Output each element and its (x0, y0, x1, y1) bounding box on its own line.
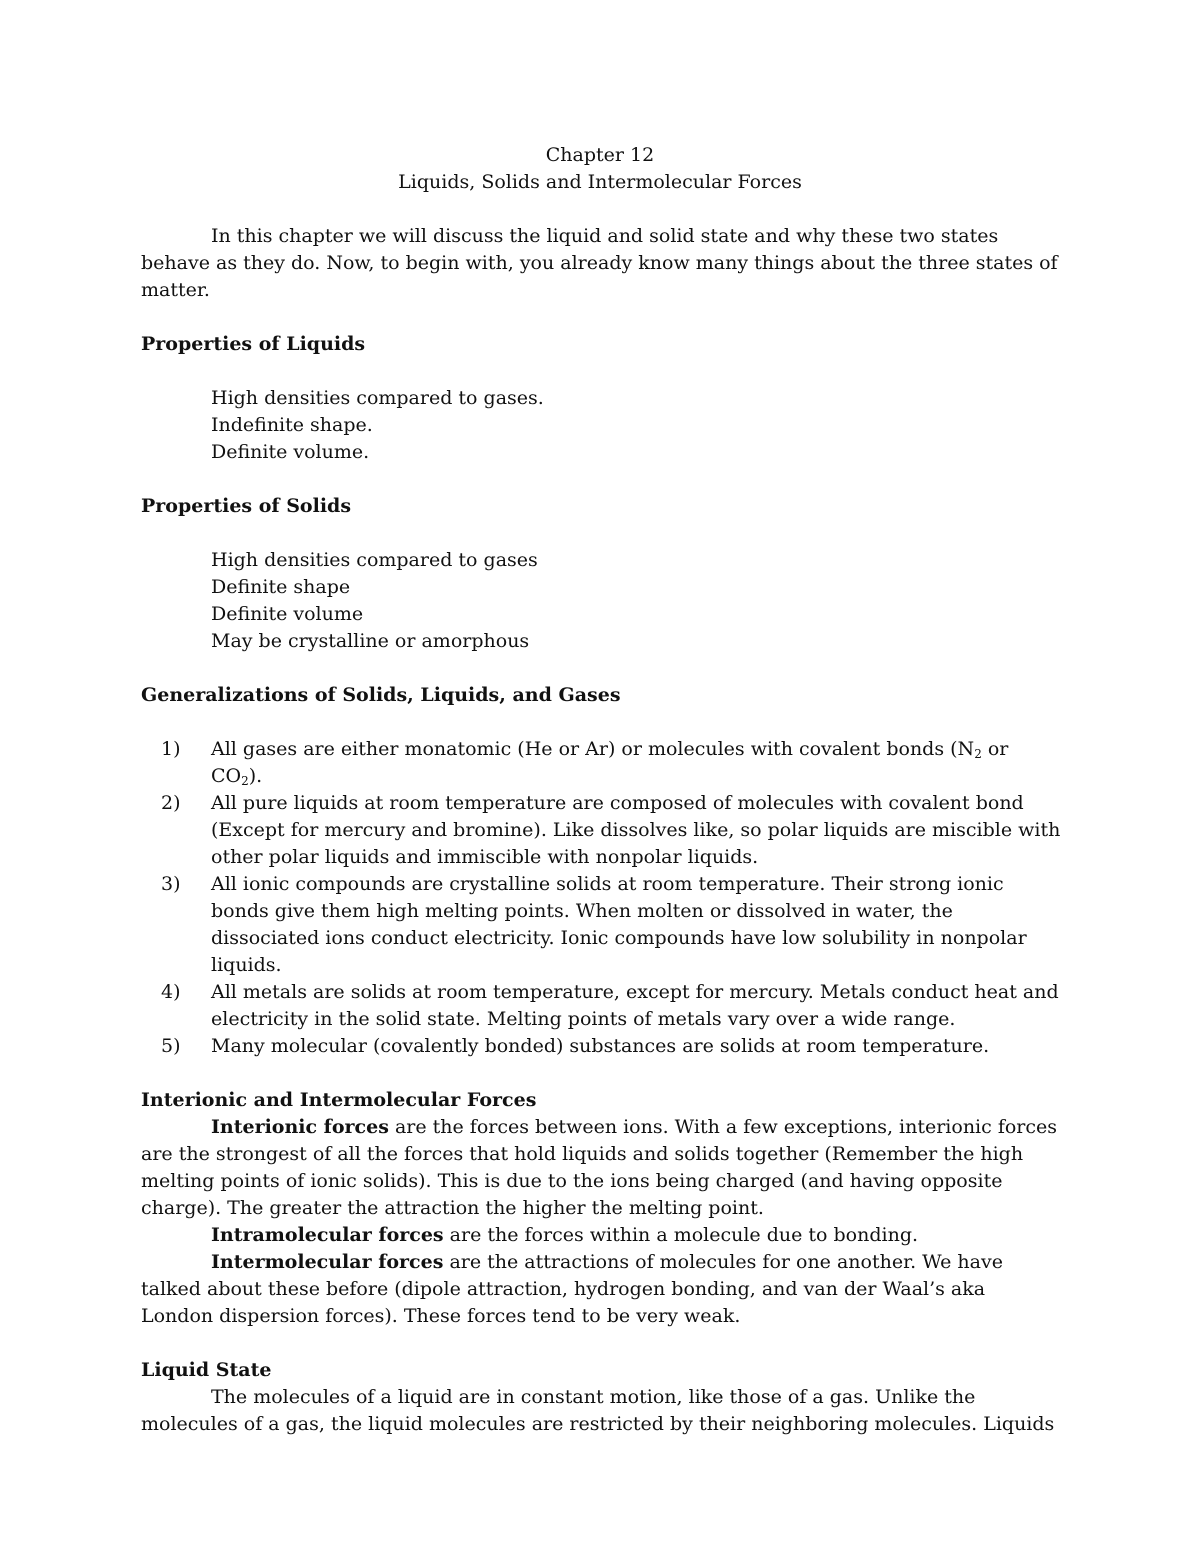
list-number: 5) (161, 1035, 181, 1057)
list-item: Definite shape (211, 576, 351, 598)
item-text: Many molecular (covalently bonded) substances are solids at room temperature. (211, 1035, 990, 1057)
list-item (141, 1033, 1061, 1060)
list-item (141, 871, 1061, 979)
intramolecular-paragraph (141, 1222, 1061, 1249)
list-number: 3) (161, 873, 181, 895)
liquid-state-heading: Liquid State (141, 1359, 272, 1381)
item-text: ). (248, 765, 263, 787)
liquids-heading: Properties of Liquids (141, 333, 366, 355)
list-item (141, 736, 1061, 790)
forces-heading: Interionic and Intermolecular Forces (141, 1089, 537, 1111)
subscript: 2 (241, 774, 249, 788)
paragraph-text: are the attractions of molecules for one another. We have talked about these before (dipole attraction, hydrogen bonding, and van der Waal’s aka London dispersion forces). These forces tend to be very weak. (141, 1251, 1003, 1327)
list-item: May be crystalline or amorphous (211, 630, 530, 652)
list-item: High densities compared to gases (211, 549, 538, 571)
term-interionic: Interionic forces (211, 1116, 389, 1138)
list-number: 2) (161, 792, 181, 814)
generalizations-list (141, 736, 1061, 1060)
solids-properties-list (141, 547, 1061, 655)
liquids-properties-list (141, 385, 1061, 466)
chapter-title: Liquids, Solids and Intermolecular Forces (398, 171, 802, 193)
item-text: or CO (211, 738, 1009, 787)
item-text: All metals are solids at room temperature, except for mercury. Metals conduct heat and electricity in the solid state. Melting points of metals vary over a wide range. (211, 981, 1059, 1030)
interionic-paragraph (141, 1114, 1061, 1222)
list-item: High densities compared to gases. (211, 387, 544, 409)
subscript: 2 (974, 747, 982, 761)
list-item: Indefinite shape. (211, 414, 373, 436)
intermolecular-paragraph (141, 1249, 1061, 1330)
paragraph-text: are the forces between ions. With a few exceptions, interionic forces are the strongest of all the forces that hold liquids and solids together (Remember the high melting points of ionic solids). This is due to the ions being charged (and having opposite charge). The greater the attraction the higher the melting point. (141, 1116, 1058, 1219)
item-text: All gases are either monatomic (He or Ar) or molecules with covalent bonds (N (211, 738, 975, 760)
list-number: 4) (161, 981, 181, 1003)
chapter-number: Chapter 12 (545, 144, 655, 166)
generalizations-heading: Generalizations of Solids, Liquids, and Gases (141, 684, 621, 706)
term-intermolecular: Intermolecular forces (211, 1251, 444, 1273)
item-text: All pure liquids at room temperature are composed of molecules with covalent bond (Except for mercury and bromine). Like dissolves like, so polar liquids are miscible with other polar liquids and immiscible with nonpolar liquids. (211, 792, 1061, 868)
term-intramolecular: Intramolecular forces (211, 1224, 444, 1246)
list-item: Definite volume (211, 603, 364, 625)
item-text: All ionic compounds are crystalline solids at room temperature. Their strong ionic bonds give them high melting points. When molten or dissolved in water, the dissociated ions conduct electricity. Ionic compounds have low solubility in nonpolar liquids. (211, 873, 1027, 976)
paragraph-text: are the forces within a molecule due to bonding. (443, 1224, 919, 1246)
liquid-state-paragraph: The molecules of a liquid are in constant motion, like those of a gas. Unlike the molecules of a gas, the liquid molecules are restricted by their neighboring molecules. Liquids (141, 1386, 1055, 1435)
list-item (141, 979, 1061, 1033)
list-number: 1) (161, 738, 181, 760)
intro-paragraph: In this chapter we will discuss the liquid and solid state and why these two states behave as they do. Now, to begin with, you already know many things about the three states of matter. (141, 225, 1058, 301)
solids-heading: Properties of Solids (141, 495, 352, 517)
list-item: Definite volume. (211, 441, 370, 463)
list-item (141, 790, 1061, 871)
document-body (141, 142, 1061, 1438)
